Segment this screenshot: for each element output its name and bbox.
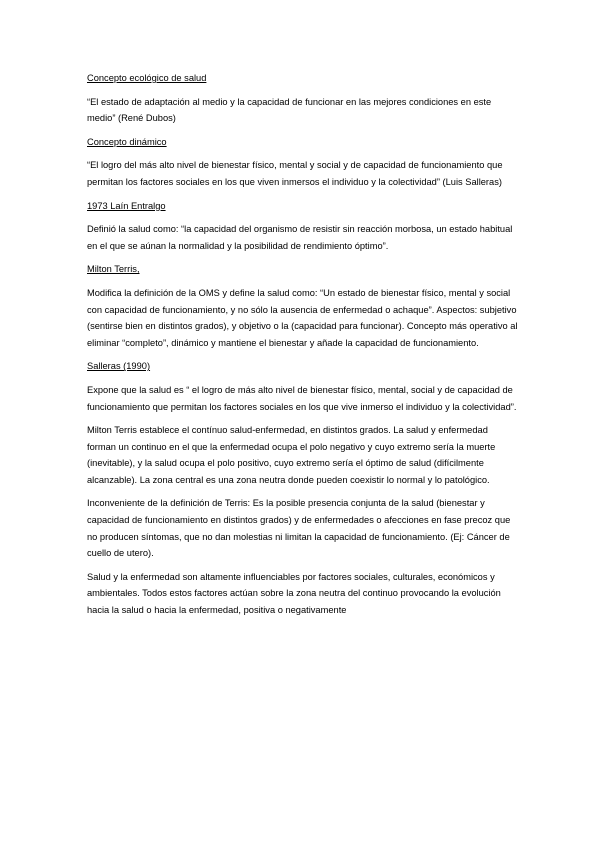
paragraph: Expone que la salud es “ el logro de más alto nivel de bienestar físico, mental, social y de capacidad de funcionamiento que permitan los factores sociales en los que vive inmerso el individuo y la colectividad”.	[87, 384, 517, 412]
section-heading: Salleras (1990)	[87, 361, 151, 372]
section-milton-terris	[87, 261, 519, 351]
paragraph: Milton Terris establece el contínuo salud-enfermedad, en distintos grados. La salud y enfermedad forman un continuo en el que la enfermedad ocupa el polo negativo y cuyo extremo sería la muerte (inevitable), y la salud ocupa el polo positivo, cuyo extremo sería el óptimo de salud (difícilmente alcanzable). La zona central es una zona neutra donde pueden coexistir lo normal y lo patológico.	[87, 425, 496, 485]
section-heading: Concepto dinámico	[87, 136, 167, 147]
paragraph: “El estado de adaptación al medio y la capacidad de funcionar en las mejores condiciones en este medio” (René Dubos)	[87, 96, 492, 124]
section-heading: 1973 Laín Entralgo	[87, 200, 166, 211]
section-salleras	[87, 358, 519, 618]
section-heading: Concepto ecológico de salud	[87, 73, 207, 83]
section-heading: Milton Terris,	[87, 264, 140, 275]
paragraph: Inconveniente de la definición de Terris: Es la posible presencia conjunta de la salud (bienestar y capacidad de funcionamiento en distintos grados) y de enfermedades o afecciones en fase precoz que no producen síntomas, que no dan molestias ni limitan la capacidad de funcionamiento. (Ej: Cáncer de cuello de utero).	[87, 498, 511, 559]
paragraph: “El logro del más alto nivel de bienestar físico, mental y social y de capacidad de funcionamiento que permitan los factores sociales en los que viven inmersos el individuo y la colectividad” (Luis Salleras)	[87, 160, 503, 187]
section-dinamico	[87, 134, 519, 191]
section-lain-entralgo	[87, 198, 519, 255]
paragraph: Salud y la enfermedad son altamente influenciables por factores sociales, culturales, económicos y ambientales. Todos estos factores actúan sobre la zona neutra del continuo provocando la evolución hacia la salud o hacia la enfermedad, positiva o negativamente	[87, 571, 501, 616]
paragraph: Modifica la definición de la OMS y define la salud como: “Un estado de bienestar físico, mental y social con capacidad de funcionamiento, y no sólo la ausencia de enfermedad o achaque”. Aspectos: subjetivo (sentirse bien en distintos grados), y objetivo o la (capacidad para funcionar). Concepto más operativo al eliminar “completo”, dinámico y mantiene el bienestar y añade la capacidad de funcionamiento.	[87, 287, 518, 348]
paragraph: Definió la salud como: “la capacidad del organismo de resistir sin reacción morbosa, un estado habitual en el que se aúnan la normalidad y la posibilidad de rendimiento óptimo”.	[87, 224, 513, 251]
section-ecologico	[87, 70, 519, 127]
